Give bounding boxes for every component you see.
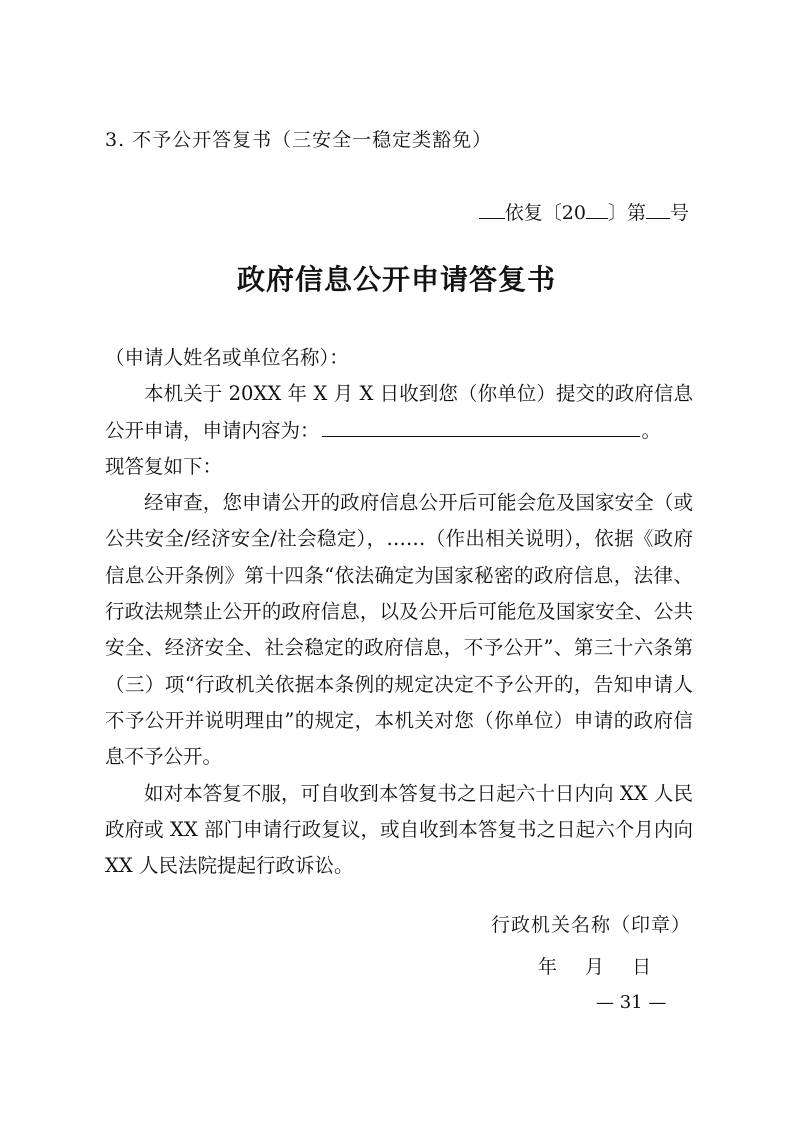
- page-number: — 31 —: [596, 992, 667, 1013]
- docno-part1: 依复〔20: [504, 202, 586, 224]
- signature-date: 年 月 日: [538, 956, 652, 978]
- docno-part2: 〕第: [607, 202, 646, 224]
- agency-abbr-blank: [479, 200, 505, 219]
- receipt-end: 。: [641, 418, 662, 442]
- docno-part3: 号: [669, 202, 689, 224]
- paragraph-review: 经审查，您申请公开的政府信息公开后可能会危及国家安全（或公共安全/经济安全/社会稳定），……（作出相关说明），依据《政府信息公开条例》第十四条“依法确定为国家秘密的政府信息，法律、行政法规禁止公开的政府信息，以及公开后可能危及国家安全、公共安全、经济安全、社会稳定的政府信息，不予公开”、第三十六条第（三）项“行政机关依据本条例的规定决定不予公开的，告知申请人不予公开并说明理由”的规定，本机关对您（你单位）申请的政府信息不予公开。: [105, 491, 693, 769]
- reply-intro: 现答复如下：: [105, 454, 223, 478]
- document-body: [105, 340, 693, 884]
- document-title: 政府信息公开申请答复书: [236, 263, 556, 296]
- paragraph-receipt: [105, 376, 693, 449]
- document-number: [479, 198, 689, 225]
- addressee: （申请人姓名或单位名称）：: [105, 346, 349, 369]
- number-blank: [646, 200, 670, 219]
- paragraph-remedy: 如对本答复不服，可自收到本答复书之日起六十日内向 XX 人民政府或 XX 部门申请行政复议，或自收到本答复书之日起六个月内向 XX 人民法院提起行政诉讼。: [105, 781, 693, 878]
- receipt-text: 本机关于 20XX 年 X 月 X 日收到您（你单位）提交的政府信息公开申请，申请内容为：: [105, 382, 693, 442]
- signature-organization: 行政机关名称（印章）: [490, 914, 691, 936]
- year-blank: [586, 200, 608, 219]
- section-heading: 3. 不予公开答复书（三安全一稳定类豁免）: [105, 129, 493, 151]
- request-content-blank: [322, 418, 640, 437]
